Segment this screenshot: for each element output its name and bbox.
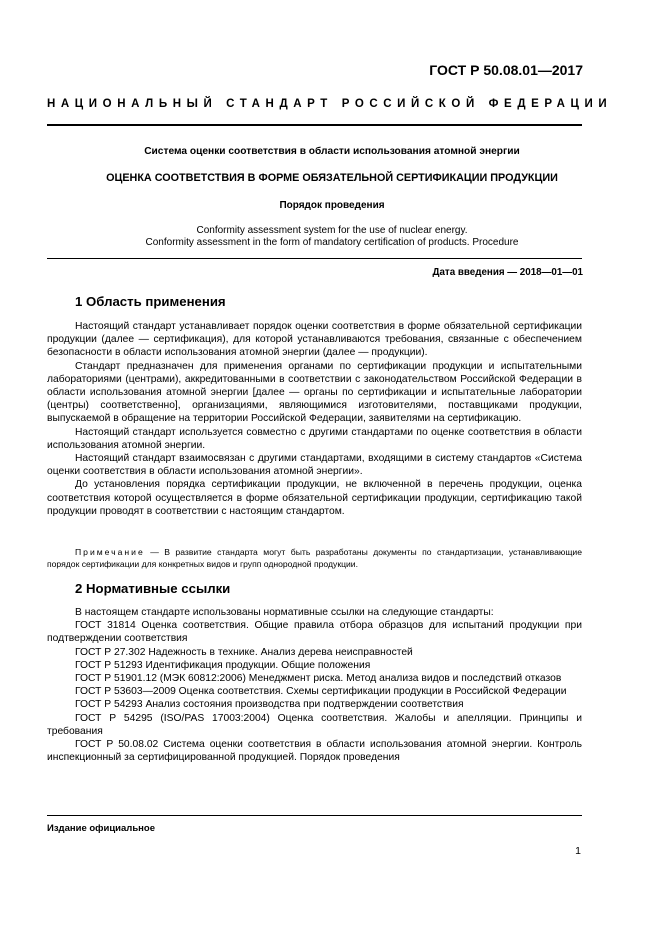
note-label: Примечание xyxy=(75,547,145,557)
paragraph: До установления порядка сертификации продукции, не включенной в перечень продукции, оценка соответствия которой осуществляется в форме обязательной сертификации продукции, сертификацию такой продукции проводят в соответствии с настоящим стандартом. xyxy=(47,479,582,517)
english-title-line-1: Conformity assessment system for the use of nuclear energy. xyxy=(196,225,468,236)
footer-divider xyxy=(47,815,582,816)
page-number: 1 xyxy=(575,845,581,857)
effective-date: Дата введения — 2018—01—01 xyxy=(432,267,583,278)
document-code: ГОСТ Р 50.08.01—2017 xyxy=(429,62,583,78)
paragraph: Настоящий стандарт взаимосвязан с другими стандартами, входящими в систему стандартов «Система оценки соответствия в области использования атомной энергии». xyxy=(47,453,582,478)
reference-item: ГОСТ Р 51293 Идентификация продукции. Общие положения xyxy=(75,659,371,671)
official-edition-label: Издание официальное xyxy=(47,823,155,834)
note-paragraph xyxy=(47,547,582,571)
english-title-line-2: Conformity assessment in the form of mandatory certification of products. Procedure xyxy=(145,237,519,248)
section-1-body xyxy=(47,320,582,518)
subtitle: Порядок проведения xyxy=(279,200,385,211)
title-divider xyxy=(47,258,582,259)
paragraph: Стандарт предназначен для применения органами по сертификации продукции и испытательными лабораториями (центрами), аккредитованными в соответствии с законодательством Российской Федерации в области использования атомной энергии [далее — органы по сертификации и испытательные лаборатории (центры) соответственно], организациями, являющимися изготовителями, поставщиками продукции, выпускаемой в обращение на территории Российской Федерации, заявителями на сертификацию. xyxy=(47,360,582,425)
section-1-note xyxy=(47,547,582,571)
reference-item: ГОСТ Р 50.08.02 Система оценки соответствия в области использования атомной энергии. Контроль инспекционный за сертифицированной продукцией. Порядок проведения xyxy=(47,739,582,764)
paragraph: Настоящий стандарт устанавливает порядок оценки соответствия в форме обязательной сертификации продукции (далее — сертификация), для которой устанавливаются требования, связанные с обеспечением безопасности в области использования атомной энергии (далее — продукции). xyxy=(47,321,582,359)
reference-item: ГОСТ Р 54295 (ISO/PAS 17003:2004) Оценка соответствия. Жалобы и апелляции. Принципы и требования xyxy=(47,712,582,737)
reference-item: ГОСТ Р 27.302 Надежность в технике. Анализ дерева неисправностей xyxy=(75,646,413,658)
top-divider xyxy=(47,124,582,126)
note-text: — В развитие стандарта могут быть разработаны документы по стандартизации, устанавливающие порядок сертификации для конкретных видов и групп однородной продукции. xyxy=(47,547,582,569)
section-1-heading: 1 Область применения xyxy=(75,294,226,309)
national-standard-banner: НАЦИОНАЛЬНЫЙ СТАНДАРТ РОССИЙСКОЙ ФЕДЕРАЦИИ xyxy=(47,98,613,110)
reference-item: ГОСТ 31814 Оценка соответствия. Общие правила отбора образцов для испытаний продукции при подтверждении соответствия xyxy=(47,620,582,645)
system-title: Система оценки соответствия в области использования атомной энергии xyxy=(144,146,520,157)
section-2-heading: 2 Нормативные ссылки xyxy=(75,581,231,596)
references-intro: В настоящем стандарте использованы нормативные ссылки на следующие стандарты: xyxy=(75,607,494,618)
section-2-body xyxy=(47,606,582,764)
paragraph: Настоящий стандарт используется совместно с другими стандартами по оценке соответствия в области использования атомной энергии. xyxy=(47,426,582,451)
main-title: ОЦЕНКА СООТВЕТСТВИЯ В ФОРМЕ ОБЯЗАТЕЛЬНОЙ СЕРТИФИКАЦИИ ПРОДУКЦИИ xyxy=(106,172,558,184)
reference-item: ГОСТ Р 53603—2009 Оценка соответствия. Схемы сертификации продукции в Российской Федерации xyxy=(75,686,567,698)
reference-item: ГОСТ Р 51901.12 (МЭК 60812:2006) Менеджмент риска. Метод анализа видов и последствий отказов xyxy=(75,673,562,685)
reference-item: ГОСТ Р 54293 Анализ состояния производства при подтверждении соответствия xyxy=(75,699,464,711)
